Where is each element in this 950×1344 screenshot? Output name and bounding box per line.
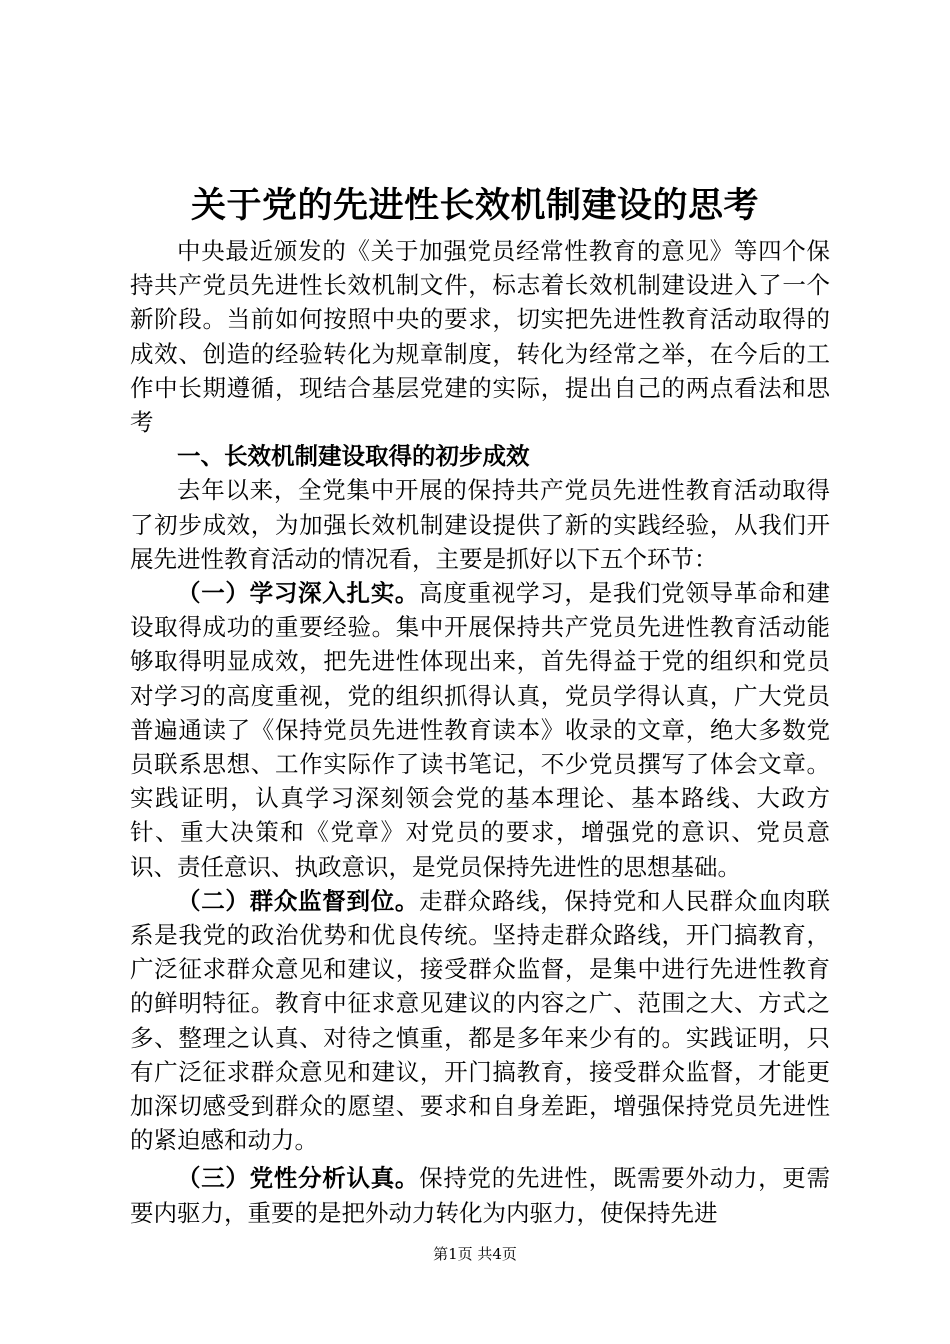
item-1-text: 高度重视学习，是我们党领导革命和建设取得成功的重要经验。集中开展保持共产党员先进性教育活动能够取得明显成效，把先进性体现出来，首先得益于党的组织和党员对学习的高度重视，党的组织抓得认真，党员学得认真，广大党员普遍通读了《保持党员先进性教育读本》收录的文章，绝大多数党员联系思想、工作实际作了读书笔记，不少党员撰写了体会文章。实践证明，认真学习深刻领会党的基本理论、基本路线、大政方针、重大决策和《党章》对党员的要求，增强党的意识、党员意识、责任意识、执政意识，是党员保持先进性的思想基础。 [130, 579, 831, 881]
item-3-text: 保持党的先进性，既需要外动力，更需要内驱力，重要的是把外动力转化为内驱力，使保持先进 [130, 1164, 831, 1227]
page-footer: 第1页 共4页 [433, 1245, 517, 1263]
intro-paragraph: 中央最近颁发的《关于加强党员经常性教育的意见》等四个保持共产党员先进性长效机制文件，标志着长效机制建设进入了一个新阶段。当前如何按照中央的要求，切实把先进性教育活动取得的成效、创造的经验转化为规章制度，转化为经常之举，在今后的工作中长期遵循，现结合基层党建的实际，提出自己的两点看法和思考 [130, 237, 830, 437]
item-2-paragraph [130, 884, 830, 1158]
item-2-text: 走群众路线，保持党和人民群众血肉联系是我党的政治优势和优良传统。坚持走群众路线，开门搞教育，广泛征求群众意见和建议，接受群众监督，是集中进行先进性教育的鲜明特征。教育中征求意见建议的内容之广、范围之大、方式之多、整理之认真、对待之慎重，都是多年来少有的。实践证明，只有广泛征求群众意见和建议，开门搞教育，接受群众监督，才能更加深切感受到群众的愿望、要求和自身差距，增强保持党员先进性的紧迫感和动力。 [130, 886, 831, 1155]
item-3-lead: （三）党性分析认真。 [177, 1164, 420, 1193]
item-1-lead: （一）学习深入扎实。 [177, 579, 420, 608]
section-intro-paragraph: 去年以来，全党集中开展的保持共产党员先进性教育活动取得了初步成效，为加强长效机制建设提供了新的实践经验，从我们开展先进性教育活动的情况看，主要是抓好以下五个环节： [130, 476, 830, 573]
document-title: 关于党的先进性长效机制建设的思考 [190, 185, 759, 226]
section-heading: 一、长效机制建设取得的初步成效 [177, 442, 530, 471]
document-body [130, 234, 830, 1230]
item-1-paragraph [130, 576, 830, 884]
item-3-paragraph [130, 1161, 830, 1229]
item-2-lead: （二）群众监督到位。 [177, 886, 420, 915]
